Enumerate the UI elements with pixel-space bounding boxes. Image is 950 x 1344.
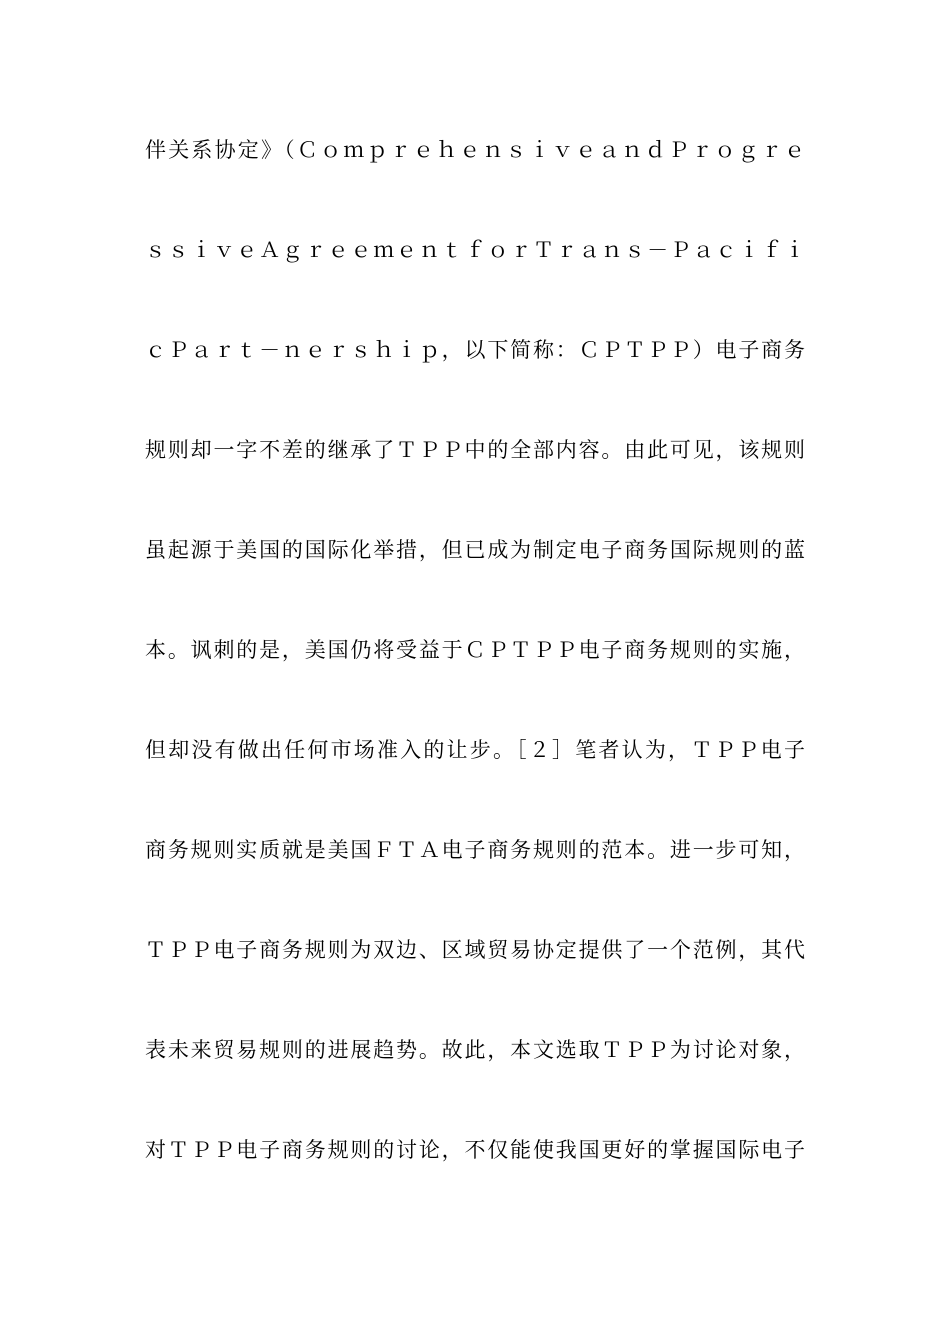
paragraph-line: ｃＰａｒｔ－ｎｅｒｓｈｉｐ，以下简称：ＣＰＴＰＰ）电子商务 xyxy=(145,338,805,362)
paragraph-line: 伴关系协定》（ＣｏｍｐｒｅｈｅｎｓｉｖｅａｎｄＰｒｏｇｒｅ xyxy=(145,138,805,162)
paragraph-line: 表未来贸易规则的进展趋势。故此，本文选取ＴＰＰ为讨论对象， xyxy=(145,1038,805,1062)
paragraph-line: ＴＰＰ电子商务规则为双边、区域贸易协定提供了一个范例，其代 xyxy=(145,938,805,962)
paragraph-line: 但却没有做出任何市场准入的让步。［２］笔者认为，ＴＰＰ电子 xyxy=(145,738,805,762)
paragraph-line: 本。讽刺的是，美国仍将受益于ＣＰＴＰＰ电子商务规则的实施， xyxy=(145,638,805,662)
paragraph-line: ｓｓｉｖｅＡｇｒｅｅｍｅｎｔｆｏｒＴｒａｎｓ－Ｐａｃｉｆｉ xyxy=(145,238,805,262)
paragraph-line: 规则却一字不差的继承了ＴＰＰ中的全部内容。由此可见，该规则 xyxy=(145,438,805,462)
paragraph-line: 虽起源于美国的国际化举措，但已成为制定电子商务国际规则的蓝 xyxy=(145,538,805,562)
paragraph-line: 商务规则实质就是美国ＦＴＡ电子商务规则的范本。进一步可知， xyxy=(145,838,805,862)
paragraph-line: 对ＴＰＰ电子商务规则的讨论，不仅能使我国更好的掌握国际电子 xyxy=(145,1138,805,1162)
